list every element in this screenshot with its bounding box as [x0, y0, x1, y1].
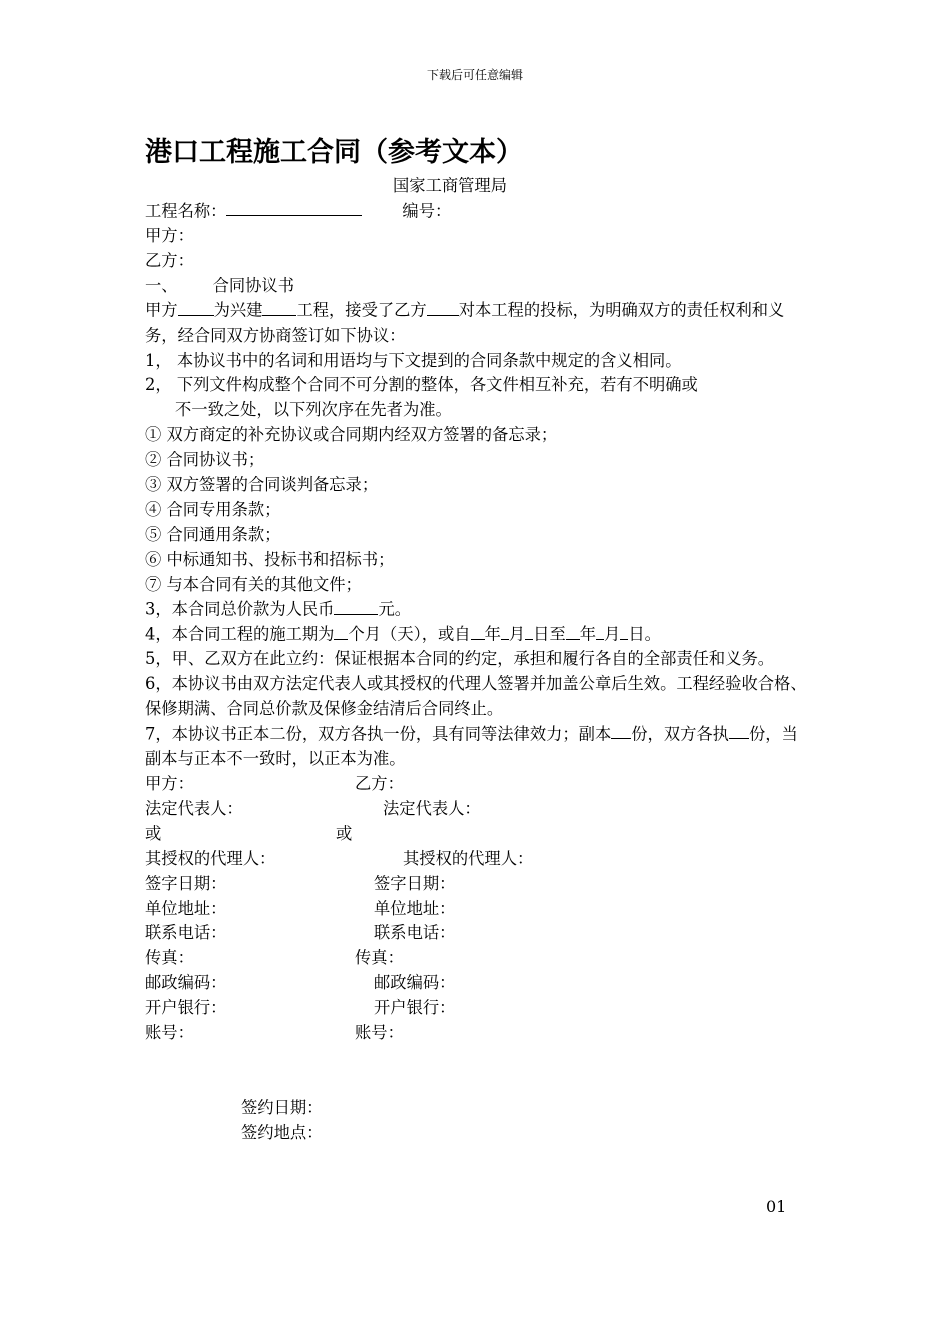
section-one-number: 一、 — [145, 275, 178, 295]
blank-copies — [611, 722, 631, 739]
doc-item-3: ③ 双方签署的合同谈判备忘录； — [145, 475, 379, 495]
clause-6: 6，本协议书由双方法定代表人或其授权的代理人签署并加盖公章后生效。工程经验收合格、保修期满、合同总价款及保修金结清后合同终止。 — [145, 674, 807, 719]
project-name-line — [145, 199, 810, 224]
doc-item-5: ⑤ 合同通用条款； — [145, 524, 281, 544]
blank-end-year — [566, 622, 580, 639]
doc-item-1: ① 双方商定的补充协议或合同期内经双方签署的备忘录； — [145, 425, 558, 445]
intro-paragraph — [145, 298, 810, 348]
signature-block — [145, 772, 810, 1046]
intro-text-3: 工程，接受了乙方 — [296, 300, 427, 320]
sig-address-b: 单位地址： — [374, 898, 456, 918]
sig-address-a: 单位地址： — [145, 898, 227, 918]
blank-project — [262, 298, 296, 315]
doc-item-6: ⑥ 中标通知书、投标书和招标书； — [145, 549, 395, 569]
sig-postcode-a: 邮政编码： — [145, 973, 227, 993]
clause-2-line-1: 2， 下列文件构成整个合同不可分割的整体，各文件相互补充，若有不明确或 — [145, 375, 698, 395]
sig-legal-rep-a: 法定代表人： — [145, 798, 243, 818]
blank-total-price — [334, 597, 378, 614]
sig-or-a: 或 — [145, 823, 162, 843]
blank-end-month — [596, 622, 604, 639]
doc-item-2: ② 合同协议书； — [145, 450, 265, 470]
doc-item-4: ④ 合同专用条款； — [145, 499, 281, 519]
clause-3 — [145, 597, 810, 622]
clause-3-text-2: 元。 — [378, 599, 412, 619]
blank-start-month — [501, 622, 509, 639]
contract-place-label: 签约地点： — [241, 1122, 323, 1142]
sig-date-a: 签字日期： — [145, 873, 227, 893]
sig-phone-b: 联系电话： — [374, 923, 456, 943]
clause-4 — [145, 622, 810, 647]
doc-item-7: ⑦ 与本合同有关的其他文件； — [145, 574, 362, 594]
clause-5: 5，甲、乙双方在此立约：保证根据本合同的约定，承担和履行各自的全部责任和义务。 — [145, 649, 775, 669]
clause-3-text-1: 3，本合同总价款为人民币 — [145, 599, 335, 619]
issuer: 国家工商管理局 — [393, 176, 507, 195]
clause-4-text-5: 日至 — [533, 624, 566, 644]
intro-text-2: 为兴建 — [213, 300, 263, 320]
section-one-heading — [145, 274, 810, 299]
project-name-blank — [226, 199, 362, 216]
sig-or-b: 或 — [336, 823, 353, 843]
sig-agent-b: 其授权的代理人： — [403, 848, 534, 868]
sig-fax-a: 传真： — [145, 948, 194, 968]
document-title: 港口工程施工合同（参考文本） — [145, 137, 523, 168]
clause-7-text-1: 7，本协议书正本二份，双方各执一份，具有同等法律效力；副本 — [145, 724, 612, 744]
sig-bank-b: 开户银行： — [374, 998, 456, 1018]
serial-label: 编号： — [402, 201, 452, 221]
contract-date-label: 签约日期： — [241, 1097, 323, 1117]
blank-duration — [334, 622, 348, 639]
party-a-line: 甲方： — [145, 225, 194, 245]
blank-party-b — [427, 298, 459, 315]
sig-party-a: 甲方： — [145, 774, 194, 794]
clause-4-text-2: 个月（天），或自 — [348, 624, 471, 644]
document-body — [145, 174, 810, 1146]
header-note: 下载后可任意编辑 — [426, 68, 523, 82]
party-b-line: 乙方： — [145, 250, 194, 270]
clause-7 — [145, 722, 810, 772]
page-number: 01 — [766, 1197, 787, 1216]
clause-4-text-3: 年 — [484, 624, 501, 644]
clause-4-text-6: 年 — [579, 624, 597, 644]
section-one-title: 合同协议书 — [212, 275, 294, 295]
blank-party-a — [178, 298, 214, 315]
sig-fax-b: 传真： — [355, 948, 404, 968]
sig-legal-rep-b: 法定代表人： — [383, 798, 481, 818]
sig-account-a: 账号： — [145, 1022, 194, 1042]
sig-agent-a: 其授权的代理人： — [145, 848, 276, 868]
intro-text-1: 甲方 — [145, 300, 178, 320]
clause-1: 1， 本协议书中的名词和用语均与下文提到的合同条款中规定的含义相同。 — [145, 350, 682, 370]
clause-4-text-8: 日。 — [628, 624, 661, 644]
blank-copies-each — [729, 722, 749, 739]
clause-4-text-7: 月 — [604, 624, 621, 644]
project-name-label: 工程名称： — [145, 201, 227, 221]
clause-7-text-3: 份，当副本与正本不一致时，以正本为准。 — [145, 724, 798, 769]
blank-start-day — [525, 622, 533, 639]
clause-4-text-4: 月 — [508, 624, 526, 644]
sig-account-b: 账号： — [355, 1022, 404, 1042]
clause-4-text-1: 4，本合同工程的施工期为 — [145, 624, 335, 644]
blank-start-year — [471, 622, 485, 639]
sig-date-b: 签字日期： — [374, 873, 456, 893]
clause-2-line-2: 不一致之处，以下列次序在先者为准。 — [175, 400, 452, 420]
clause-7-text-2: 份，双方各执 — [631, 724, 729, 744]
sig-party-b: 乙方： — [355, 774, 404, 794]
intro-text-4: 对本工程的投标，为明确双方的责任权利和义务，经合同双方协商签订如下协议： — [145, 300, 785, 345]
sig-postcode-b: 邮政编码： — [374, 973, 456, 993]
sig-phone-a: 联系电话： — [145, 923, 227, 943]
sig-bank-a: 开户银行： — [145, 998, 227, 1018]
